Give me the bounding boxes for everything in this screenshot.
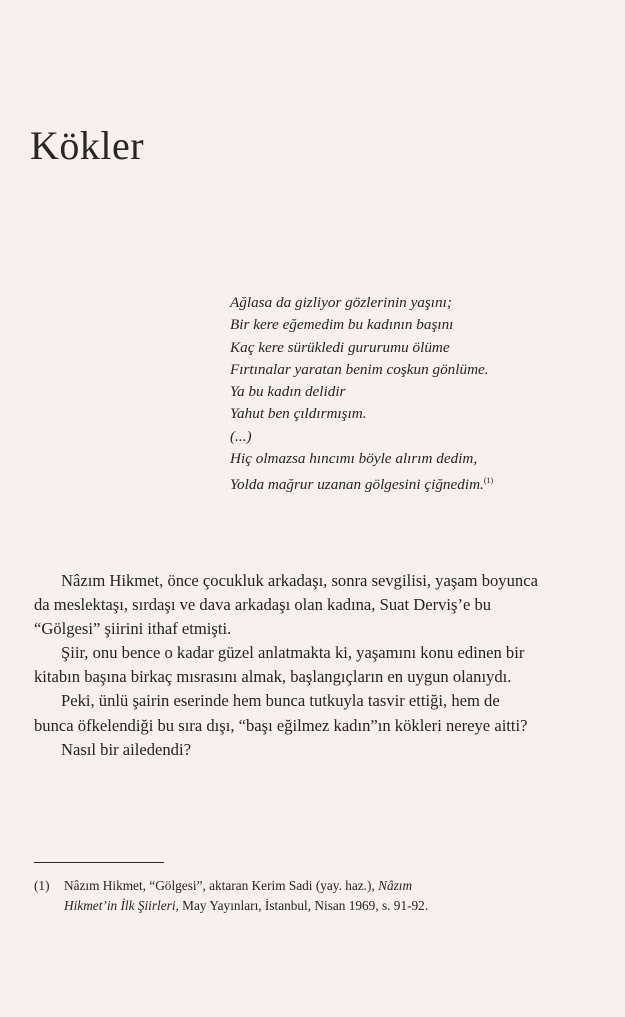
- footnote-divider: [34, 862, 164, 863]
- poem-line: Ya bu kadın delidir: [230, 383, 346, 401]
- paragraph: Nâzım Hikmet, önce çocukluk arkadaşı, sonra sevgilisi, yaşam boyunca da meslektaşı, sırdaşı ve dava arkadaşı olan kadına, Suat Derviş’e bu “Gölgesi” şiirini ithaf etmişti.: [34, 571, 538, 639]
- poem-line: Kaç kere sürükledi gururumu ölüme: [230, 338, 450, 356]
- footnote: [34, 876, 530, 916]
- poem-line: (...): [230, 427, 252, 445]
- poem-line: Hiç olmazsa hıncımı böyle alırım dedim,: [230, 450, 478, 468]
- footnote-book-title-a: Nâzım: [378, 878, 413, 893]
- chapter-title: Kökler: [30, 123, 145, 168]
- poem-line-last: [230, 470, 493, 496]
- poem-line-text: Yolda mağrur uzanan gölgesini çiğnedim.: [230, 476, 484, 494]
- poem-line: Ağlasa da gizliyor gözlerinin yaşını;: [230, 294, 452, 311]
- epigraph-poem: [230, 292, 493, 497]
- poem-line: Yahut ben çıldırmışım.: [230, 405, 367, 423]
- paragraph: Peki, ünlü şairin eserinde hem bunca tutkuyla tasvir ettiği, hem de bunca öfkelendiği bu sıra dışı, “başı eğilmez kadın”ın kökleri nereye aitti?: [34, 691, 528, 735]
- footnote-author: Nâzım Hikmet, “Gölgesi”, aktaran Kerim Sadi (yay. haz.),: [64, 878, 375, 893]
- poem-line: Fırtınalar yaratan benim coşkun gönlüme.: [230, 360, 489, 378]
- footnote-number: (1): [34, 878, 50, 893]
- footnote-book-title-b: Hikmet’in İlk Şiirleri,: [64, 898, 179, 913]
- body-text: [34, 569, 540, 762]
- footnote-continuation: [34, 896, 530, 916]
- footnote-marker[interactable]: (1): [483, 476, 494, 486]
- paragraph: Şiir, onu bence o kadar güzel anlatmakta ki, yaşamını konu edinen bir kitabın başına birkaç mısrasını almak, başlangıçların en uygun olanıydı.: [34, 643, 525, 687]
- paragraph: Nasıl bir ailedendi?: [61, 739, 191, 759]
- footnote-publication: May Yayınları, İstanbul, Nisan 1969, s. 91-92.: [182, 898, 429, 913]
- poem-line: Bir kere eğemedim bu kadının başını: [230, 316, 454, 334]
